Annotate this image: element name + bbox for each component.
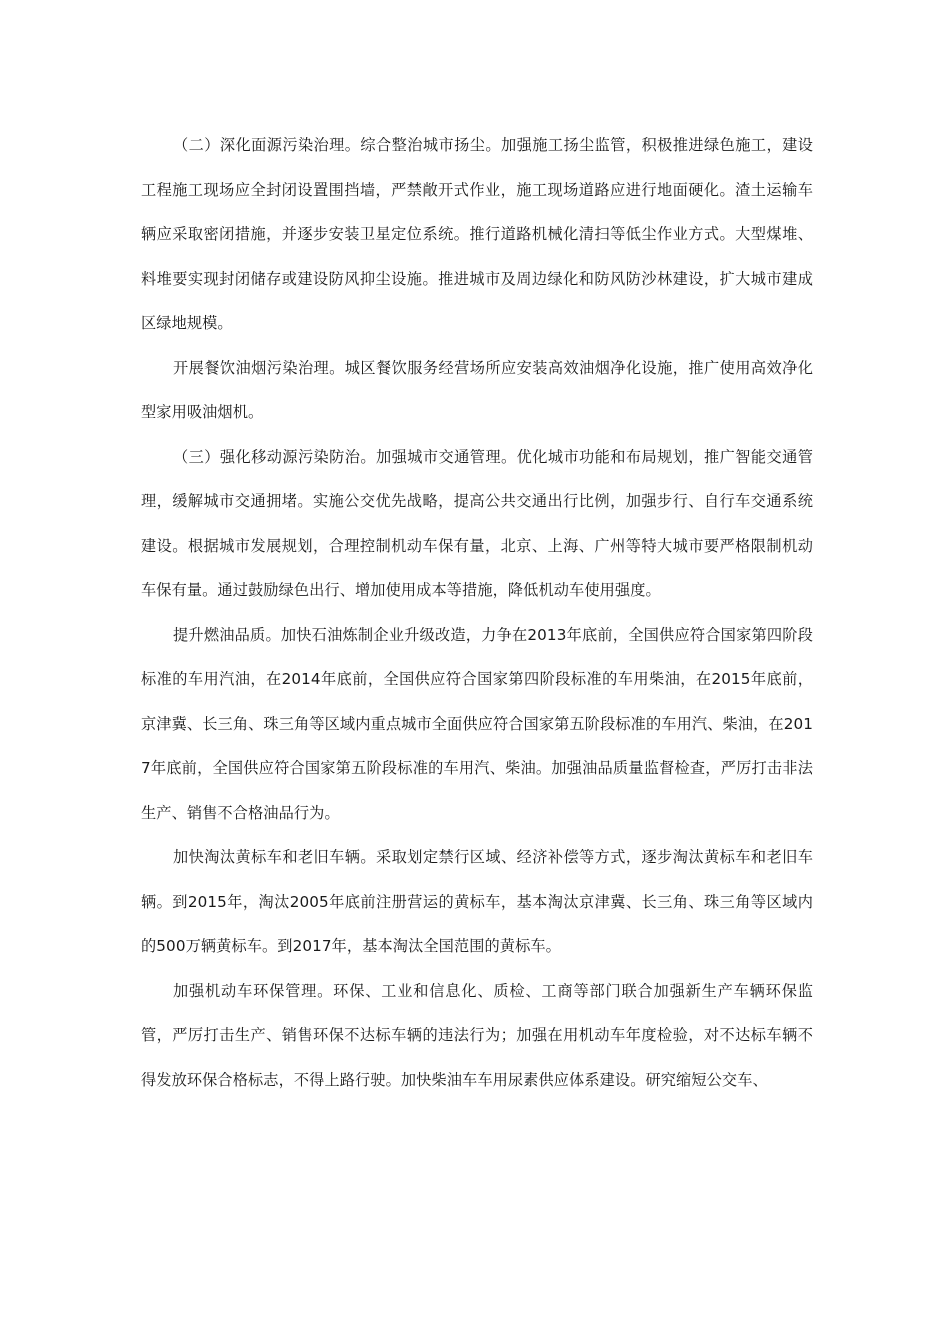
paragraph-yellow-label-vehicles: 加快淘汰黄标车和老旧车辆。采取划定禁行区域、经济补偿等方式，逐步淘汰黄标车和老旧车辆。到2015年，淘汰2005年底前注册营运的黄标车，基本淘汰京津冀、长三角、珠三角等区域内的500万辆黄标车。到2017年，基本淘汰全国范围的黄标车。 bbox=[141, 848, 813, 955]
paragraph-fuel-quality: 提升燃油品质。加快石油炼制企业升级改造，力争在2013年底前，全国供应符合国家第四阶段标准的车用汽油，在2014年底前，全国供应符合国家第四阶段标准的车用柴油，在2015年底前，京津冀、长三角、珠三角等区域内重点城市全面供应符合国家第五阶段标准的车用汽、柴油，在2017年底前，全国供应符合国家第五阶段标准的车用汽、柴油。加强油品质量监督检查，严厉打击非法生产、销售不合格油品行为。 bbox=[141, 625, 813, 822]
paragraph-mobile-sources: （三）强化移动源污染防治。加强城市交通管理。优化城市功能和布局规划，推广智能交通管理，缓解城市交通拥堵。实施公交优先战略，提高公共交通出行比例，加强步行、自行车交通系统建设。根据城市发展规划，合理控制机动车保有量，北京、上海、广州等特大城市要严格限制机动车保有量。通过鼓励绿色出行、增加使用成本等措施，降低机动车使用强度。 bbox=[141, 447, 813, 599]
paragraph-vehicle-environment-management: 加强机动车环保管理。环保、工业和信息化、质检、工商等部门联合加强新生产车辆环保监管，严厉打击生产、销售环保不达标车辆的违法行为；加强在用机动车年度检验，对不达标车辆不得发放环保合格标志，不得上路行驶。加快柴油车车用尿素供应体系建设。研究缩短公交车、 bbox=[141, 981, 813, 1089]
paragraph-cooking-fumes: 开展餐饮油烟污染治理。城区餐饮服务经营场所应安装高效油烟净化设施，推广使用高效净化型家用吸油烟机。 bbox=[141, 358, 813, 421]
document-body bbox=[141, 123, 813, 1102]
paragraph-dust-control: （二）深化面源污染治理。综合整治城市扬尘。加强施工扬尘监管，积极推进绿色施工，建设工程施工现场应全封闭设置围挡墙，严禁敞开式作业，施工现场道路应进行地面硬化。渣土运输车辆应采取密闭措施，并逐步安装卫星定位系统。推行道路机械化清扫等低尘作业方式。大型煤堆、料堆要实现封闭储存或建设防风抑尘设施。推进城市及周边绿化和防风防沙林建设，扩大城市建成区绿地规模。 bbox=[141, 136, 813, 332]
